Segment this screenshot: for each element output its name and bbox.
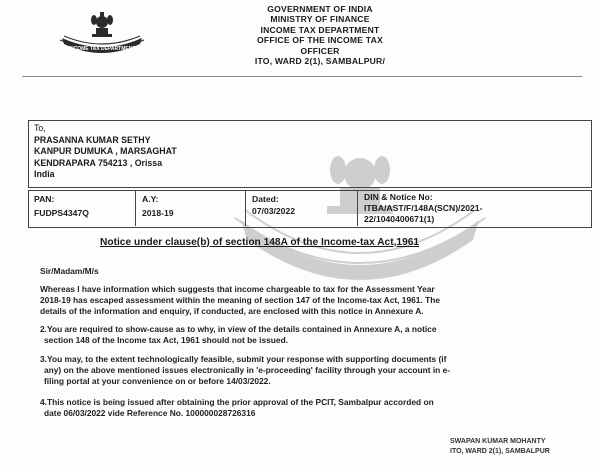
header-line-ministry: MINISTRY OF FINANCE [270, 14, 370, 25]
paragraph-1-line-3: details of the information and enquiry, if conducted, are enclosed with this notice in Annexure A. [40, 306, 424, 316]
header-line-office: OFFICE OF THE INCOME TAX [257, 35, 383, 46]
pan-label: PAN: [34, 194, 55, 204]
svg-text:INCOME TAX DEPARTMENT: INCOME TAX DEPARTMENT [68, 46, 136, 52]
dated-label: Dated: [252, 194, 279, 204]
signatory-name: SWAPAN KUMAR MOHANTY [450, 438, 546, 445]
paragraph-2-line-2: section 148 of the Income tax Act, 1961 should not be issued. [44, 335, 289, 345]
address-line-1: KANPUR DUMUKA , MARSAGHAT [34, 146, 177, 157]
notice-info-table [28, 190, 592, 228]
paragraph-1-line-2: 2018-19 has escaped assessment within the meaning of section 147 of the Income-tax Act, 1961. The [40, 295, 440, 305]
info-table-divider [357, 190, 358, 226]
signatory-office: ITO, WARD 2(1), SAMBALPUR [450, 448, 550, 455]
assessment-year-label: A.Y: [142, 194, 159, 204]
signature-block [450, 437, 600, 457]
din-notice-label: DIN & Notice No: [364, 192, 433, 202]
info-table-divider [245, 190, 246, 226]
address-to-label: To, [34, 123, 46, 133]
paragraph-1-line-1: Whereas I have information which suggests that income chargeable to tax for the Assessment Year [40, 284, 435, 294]
pan-value: FUDPS4347Q [34, 208, 89, 218]
address-country: India [34, 169, 55, 180]
header-line-government: GOVERNMENT OF INDIA [267, 4, 373, 14]
salutation: Sir/Madam/M/s [40, 266, 99, 276]
paragraph-3-line-3: filing portal at your convenience on or before 14/03/2022. [44, 376, 271, 386]
paragraph-3-line-2: any) on the above mentioned issues electronically in 'e-proceeding' facility through your account in e- [44, 365, 451, 375]
header-line-department: INCOME TAX DEPARTMENT [260, 24, 380, 35]
address-line-2: KENDRAPARA 754213 , Orissa [34, 157, 163, 168]
info-table-divider [135, 190, 136, 226]
din-notice-value-line-2: 22/1040400671(1) [364, 214, 435, 224]
department-header [220, 4, 420, 66]
paragraph-4-line-2: date 06/03/2022 vide Reference No. 100000028726316 [44, 408, 256, 418]
header-line-officer: OFFICER [300, 45, 340, 56]
notice-title: Notice under clause(b) of section 148A of the Income-tax Act,1961 [100, 237, 420, 248]
assessment-year-value: 2018-19 [142, 208, 174, 218]
income-tax-emblem-logo [52, 6, 152, 56]
paragraph-2-line-1: 2.You are required to show-cause as to why, in view of the details contained in Annexure A, a notice [40, 324, 437, 334]
paragraph-3-line-1: 3.You may, to the extent technologically feasible, submit your response with supporting documents (if [40, 354, 447, 364]
header-line-ward: ITO, WARD 2(1), SAMBALPUR/ [254, 56, 386, 67]
recipient-address [34, 123, 177, 181]
recipient-name: PRASANNA KUMAR SETHY [34, 134, 151, 145]
dated-value: 07/03/2022 [252, 206, 296, 216]
din-notice-value-line-1: ITBA/AST/F/148A(SCN)/2021- [364, 203, 483, 213]
header-divider [22, 76, 582, 77]
paragraph-4-line-1: 4.This notice is being issued after obtaining the prior approval of the PCIT, Sambalpur accorded on [40, 397, 434, 407]
